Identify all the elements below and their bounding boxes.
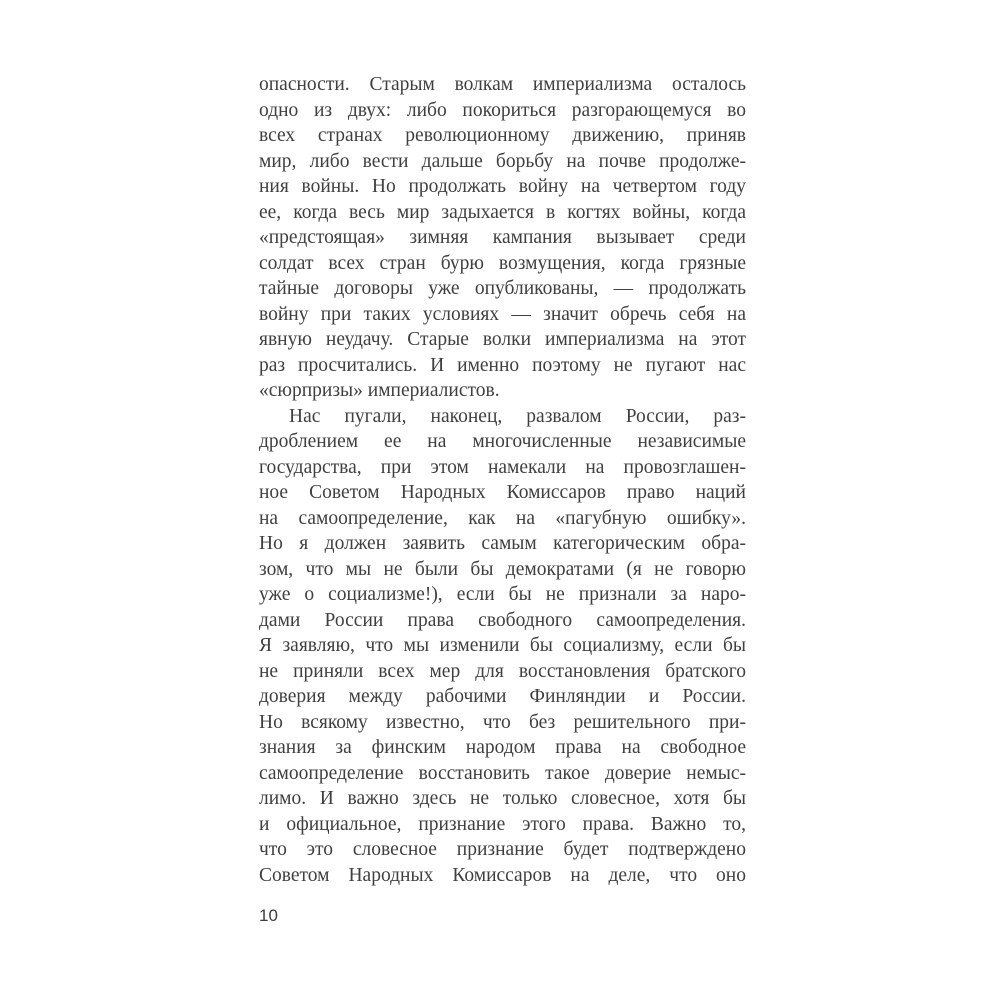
text-line: дами России права свободного самоопределения. — [259, 609, 746, 631]
text-line: «сюрпризы» империалистов. — [259, 380, 500, 401]
text-line: ния войны. Но продолжать войну на четвертом году — [259, 176, 746, 197]
text-line: тайные договоры уже опубликованы, — продолжать — [259, 278, 746, 299]
text-line: государства, при этом намекали на провозглашен- — [259, 456, 746, 478]
text-line: войну при таких условиях — значит обречь себя на — [259, 303, 746, 325]
text-line: ее, когда весь мир задыхается в когтях войны, когда — [259, 201, 746, 223]
text-line: Я заявляю, что мы изменили бы социализму, если бы — [259, 635, 746, 656]
text-line: уже о социализме!), если бы не признали за наро- — [259, 584, 746, 605]
text-line: всех странах революционному движению, приняв — [259, 125, 746, 146]
text-line: «предстоящая» зимняя кампания вызывает среди — [259, 227, 746, 248]
text-line: лимо. И важно здесь не только словесное, хотя бы — [259, 788, 746, 809]
text-line: ное Советом Народных Комиссаров право наций — [259, 482, 746, 503]
paragraph — [259, 72, 746, 404]
text-line: дроблением ее на многочисленные независимые — [259, 431, 746, 452]
text-line: Советом Народных Комиссаров на деле, что оно — [259, 864, 746, 886]
text-line: Нас пугали, наконец, развалом России, раз- — [289, 405, 746, 427]
text-line: зом, что мы не были бы демократами (я не говорю — [259, 558, 746, 580]
text-line: доверия между рабочими Финляндии и России. — [259, 686, 746, 707]
text-line: самоопределение восстановить такое доверие немыс- — [259, 762, 746, 784]
body-text — [259, 72, 746, 888]
text-line: раз просчитались. И именно поэтому не пугают нас — [259, 354, 746, 376]
text-line: явную неудачу. Старые волки империализма на этот — [259, 329, 746, 350]
text-line: и официальное, признание этого права. Важно то, — [259, 813, 746, 835]
text-line: на самоопределение, как на «пагубную ошибку». — [259, 507, 746, 529]
text-line: мир, либо вести дальше борьбу на почве продолже- — [259, 150, 746, 172]
text-line: Но всякому известно, что без решительного при- — [259, 711, 746, 733]
text-line: не приняли всех мер для восстановления братского — [259, 660, 746, 682]
paragraph — [259, 404, 746, 889]
page-number: 10 — [259, 906, 278, 925]
text-line: солдат всех стран бурю возмущения, когда грязные — [259, 252, 746, 274]
text-line: одно из двух: либо покориться разгорающемуся во — [259, 99, 746, 121]
text-line: опасности. Старым волкам империализма осталось — [259, 74, 746, 95]
text-line: что это словесное признание будет подтверждено — [259, 839, 746, 860]
text-line: знания за финским народом права на свободное — [259, 737, 746, 758]
text-line: Но я должен заявить самым категорическим обра- — [259, 533, 746, 554]
